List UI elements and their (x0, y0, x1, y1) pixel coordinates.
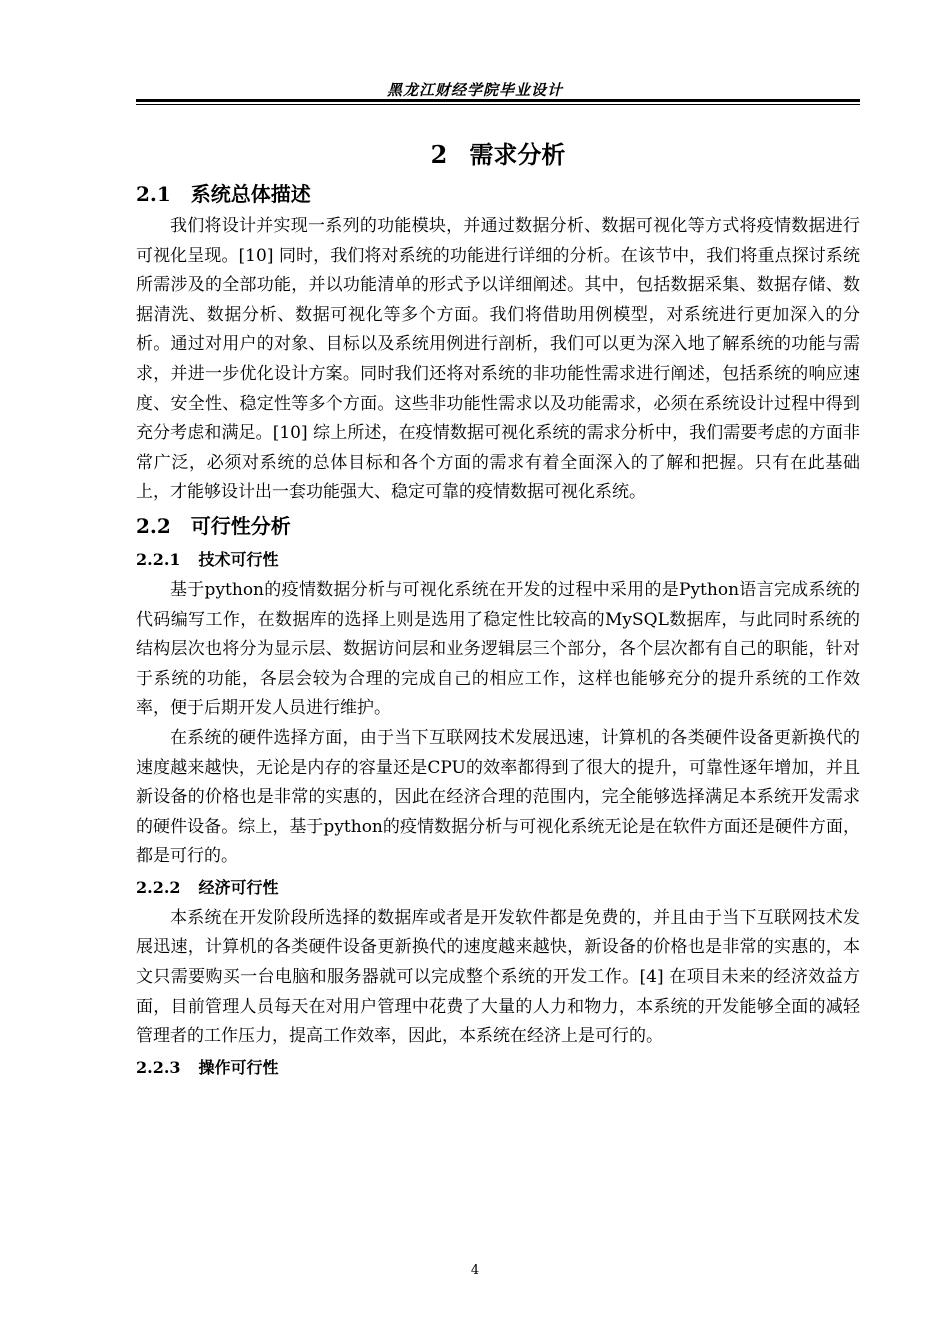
subsection-title: 经济可行性 (198, 877, 279, 897)
chapter-title: 需求分析 (469, 140, 566, 169)
running-header-title: 黑龙江财经学院毕业设计 (386, 81, 563, 99)
paragraph-technical-1: 基于python的疫情数据分析与可视化系统在开发的过程中采用的是Python语言完成系统的代码编写工作，在数据库的选择上则是选用了稳定性比较高的MySQL数据库，与此同时系统的结构层次也将分为显示层、数据访问层和业务逻辑层三个部分，各个层次都有自己的职能，针对于系统的功能，各层会较为合理的完成自己的相应工作，这样也能够充分的提升系统的工作效率，便于后期开发人员进行维护。 (136, 579, 860, 719)
section-number: 2.2 (136, 513, 171, 538)
header-rule-thick (136, 99, 860, 102)
section-heading-2-1 (136, 176, 860, 212)
section-title: 可行性分析 (190, 513, 291, 538)
section-title: 系统总体描述 (190, 182, 311, 206)
subsection-heading-2-2-3 (136, 1052, 860, 1084)
paragraph-system-overview: 我们将设计并实现一系列的功能模块，并通过数据分析、数据可视化等方式将疫情数据进行可视化呈现。[10] 同时，我们将对系统的功能进行详细的分析。在该节中，我们将重点探讨系统所需涉及的全部功能，并以功能清单的形式予以详细阐述。其中，包括数据采集、数据存储、数据清洗、数据分析、数据可视化等多个方面。我们将借助用例模型，对系统进行更加深入的分析。通过对用户的对象、目标以及系统用例进行剖析，我们可以更为深入地了解系统的功能与需求，并进一步优化设计方案。同时我们还将对系统的非功能性需求进行阐述，包括系统的响应速度、安全性、稳定性等多个方面。这些非功能性需求以及功能需求，必须在系统设计过程中得到充分考虑和满足。[10] 综上所述，在疫情数据可视化系统的需求分析中，我们需要考虑的方面非常广泛，必须对系统的总体目标和各个方面的需求有着全面深入的了解和把握。只有在此基础上，才能够设计出一套功能强大、稳定可靠的疫情数据可视化系统。 (136, 216, 860, 503)
paragraph-economic: 本系统在开发阶段所选择的数据库或者是开发软件都是免费的，并且由于当下互联网技术发展迅速，计算机的各类硬件设备更新换代的速度越来越快，新设备的价格也是非常的实惠的，本文只需要购买一台电脑和服务器就可以完成整个系统的开发工作。[4] 在项目未来的经济效益方面，目前管理人员每天在对用户管理中花费了大量的人力和物力，本系统的开发能够全面的减轻管理者的工作压力，提高工作效率，因此，本系统在经济上是可行的。 (136, 907, 860, 1047)
subsection-number: 2.2.2 (136, 877, 181, 897)
page-number: 4 (470, 1263, 480, 1278)
header-rule-thin (136, 104, 860, 105)
page-body (136, 134, 860, 1084)
subsection-number: 2.2.1 (136, 549, 181, 569)
chapter-heading (136, 134, 860, 176)
section-number: 2.1 (136, 182, 171, 206)
subsection-title: 技术可行性 (198, 549, 279, 569)
subsection-heading-2-2-2 (136, 872, 860, 904)
paragraph-technical-2: 在系统的硬件选择方面，由于当下互联网技术发展迅速，计算机的各类硬件设备更新换代的速度越来越快，无论是内存的容量还是CPU的效率都得到了很大的提升，可靠性逐年增加，并且新设备的价格也是非常的实惠的，因此在经济合理的范围内，完全能够选择满足本系统开发需求的硬件设备。综上，基于python的疫情数据分析与可视化系统无论是在软件方面还是硬件方面，都是可行的。 (136, 727, 860, 867)
subsection-number: 2.2.3 (136, 1057, 181, 1077)
section-heading-2-2 (136, 508, 860, 544)
subsection-heading-2-2-1 (136, 544, 860, 576)
chapter-number: 2 (430, 140, 448, 169)
subsection-title: 操作可行性 (198, 1057, 279, 1077)
